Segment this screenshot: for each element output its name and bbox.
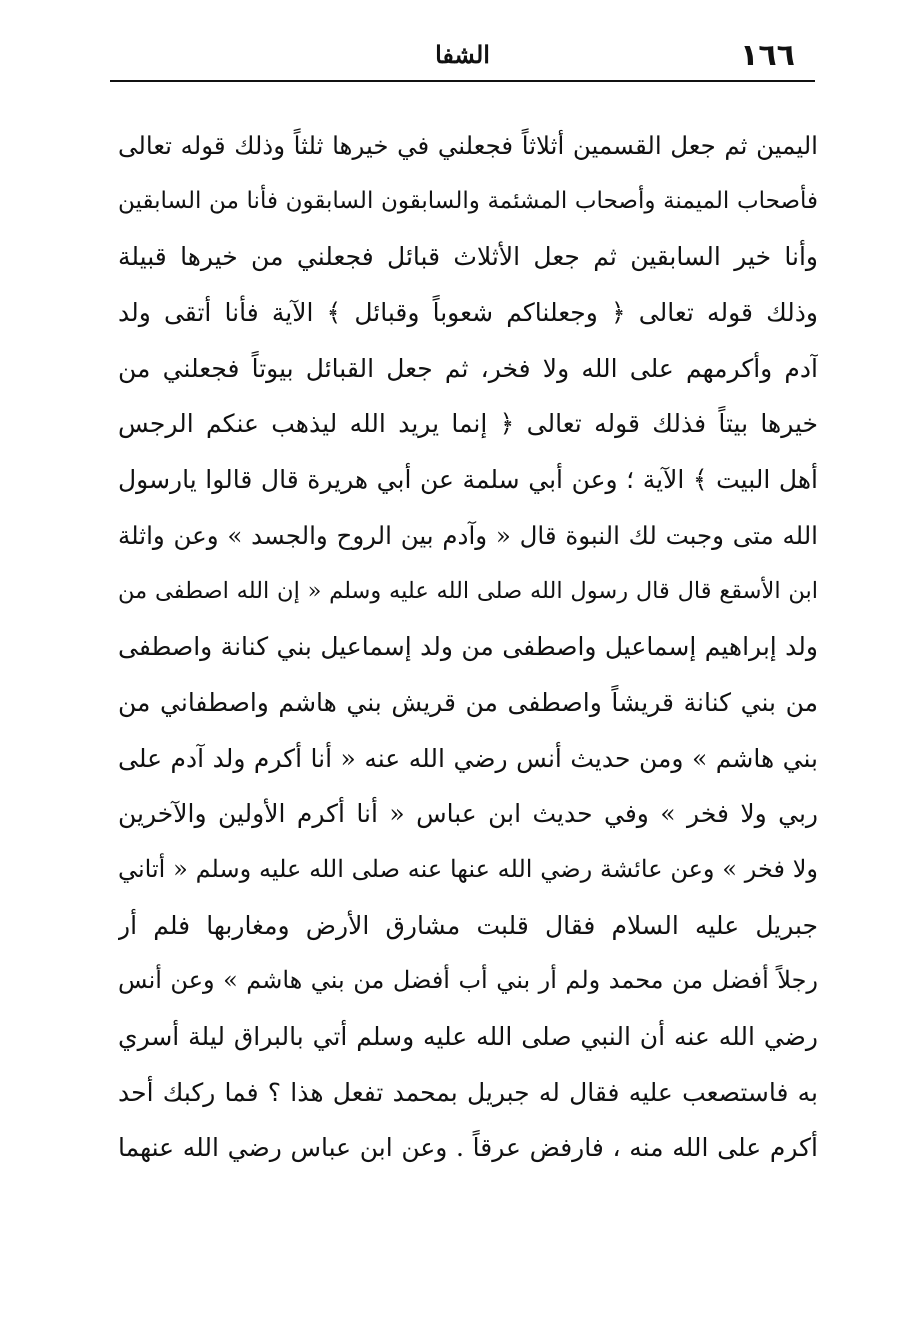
running-title: الشفا xyxy=(435,40,490,69)
body-text xyxy=(118,118,818,1176)
page-number: ١٦٦ xyxy=(740,38,795,73)
text-line: الله متى وجبت لك النبوة قال « وآدم بين الروح والجسد » وعن واثلة xyxy=(118,520,818,550)
text-line: ولا فخر » وعن عائشة رضي الله عنها عنه صلى الله عليه وسلم « أتاني xyxy=(118,854,818,883)
text-line: من بني كنانة قريشاً واصطفى من قريش بني هاشم واصطفاني من xyxy=(118,687,818,717)
text-line: اليمين ثم جعل القسمين أثلاثاً فجعلني في خيرها ثلثاً وذلك قوله تعالى xyxy=(118,131,818,160)
page-header xyxy=(110,34,815,74)
text-line: ربي ولا فخر » وفي حديث ابن عباس « أنا أكرم الأولين والآخرين xyxy=(118,799,818,829)
text-line: أهل البيت ﴾ الآية ؛ وعن أبي سلمة عن أبي هريرة قال قالوا يارسول xyxy=(118,465,818,495)
text-line: رجلاً أفضل من محمد ولم أر بني أب أفضل من بني هاشم » وعن أنس xyxy=(118,966,818,995)
header-rule xyxy=(110,80,815,82)
text-line: ولد إبراهيم إسماعيل واصطفى من ولد إسماعيل بني كنانة واصطفى xyxy=(118,632,818,662)
text-line: فأصحاب الميمنة وأصحاب المشئمة والسابقون السابقون فأنا من السابقين xyxy=(118,187,818,214)
text-line: أكرم على الله منه ، فارفض عرقاً . وعن ابن عباس رضي الله عنهما xyxy=(118,1133,818,1163)
text-line: جبريل عليه السلام فقال قلبت مشارق الأرض ومغاربها فلم أر xyxy=(118,910,818,940)
text-line: خيرها بيتاً فذلك قوله تعالى ﴿ إنما يريد الله ليذهب عنكم الرجس xyxy=(118,409,818,439)
text-line: به فاستصعب عليه فقال له جبريل بمحمد تفعل هذا ؟ فما ركبك أحد xyxy=(118,1077,818,1107)
text-line: وذلك قوله تعالى ﴿ وجعلناكم شعوباً وقبائل ﴾ الآية فأنا أتقى ولد xyxy=(118,298,818,328)
text-line: آدم وأكرمهم على الله ولا فخر، ثم جعل القبائل بيوتاً فجعلني من xyxy=(118,353,818,383)
text-line: بني هاشم » ومن حديث أنس رضي الله عنه « أنا أكرم ولد آدم على xyxy=(118,743,818,773)
text-line: رضي الله عنه أن النبي صلى الله عليه وسلم أتي بالبراق ليلة أسري xyxy=(118,1022,818,1051)
text-line: وأنا خير السابقين ثم جعل الأثلاث قبائل فجعلني من خيرها قبيلة xyxy=(118,242,818,272)
text-line: ابن الأسقع قال قال رسول الله صلى الله عليه وسلم « إن الله اصطفى من xyxy=(118,577,818,604)
